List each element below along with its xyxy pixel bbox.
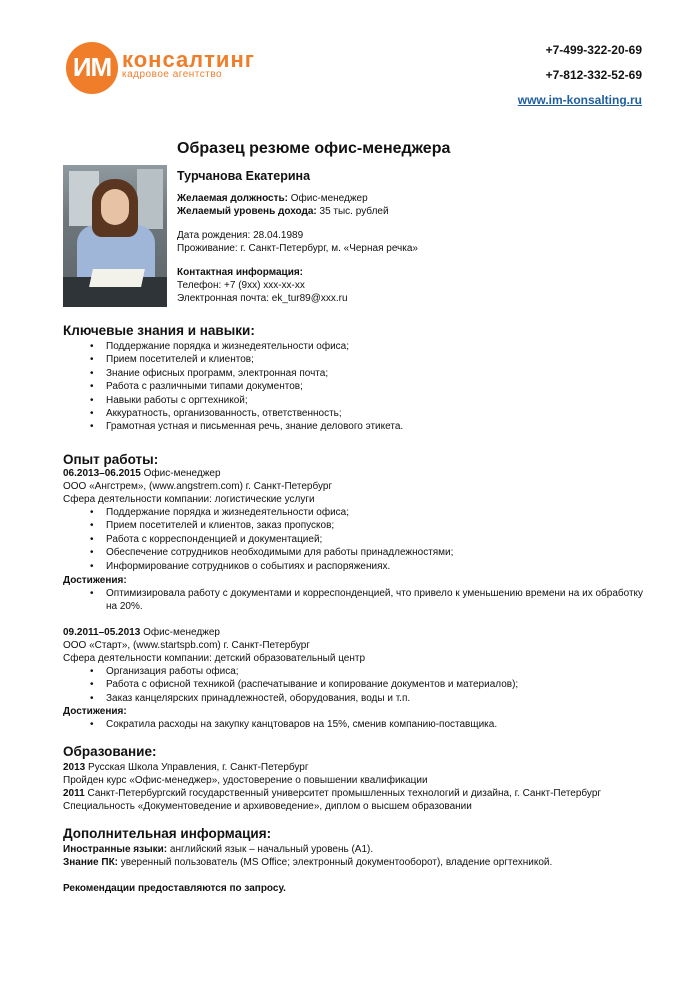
income-value: 35 тыс. рублей bbox=[319, 206, 389, 217]
desired-position bbox=[177, 192, 368, 205]
education-heading: Образование: bbox=[63, 744, 157, 759]
skills-heading: Ключевые знания и навыки: bbox=[63, 323, 255, 338]
languages-label: Иностранные языки: bbox=[63, 844, 168, 855]
phone-moscow: +7-499-322-20-69 bbox=[545, 43, 642, 57]
job-role: Офис-менеджер bbox=[143, 627, 220, 638]
education-line bbox=[63, 787, 601, 800]
list-item: • Организация работы офиса; bbox=[90, 665, 650, 678]
education-text: Русская Школа Управления, г. Санкт-Петербург bbox=[88, 762, 309, 773]
education-line: Пройден курс «Офис-менеджер», удостоверение о повышении квалификации bbox=[63, 775, 428, 786]
position-value: Офис-менеджер bbox=[290, 193, 368, 204]
list-item: • Заказ канцелярских принадлежностей, оборудования, воды и т.п. bbox=[90, 692, 650, 705]
list-item: • Грамотная устная и письменная речь, знание делового этикета. bbox=[90, 420, 650, 433]
job-2-duties bbox=[90, 665, 650, 705]
contact-label: Контактная информация: bbox=[177, 267, 304, 278]
skills-list bbox=[90, 340, 650, 434]
list-item: • Информирование сотрудников о событиях и распоряжениях. bbox=[90, 560, 650, 573]
job-1-achievements-label: Достижения: bbox=[63, 575, 127, 586]
experience-heading: Опыт работы: bbox=[63, 452, 159, 467]
list-item: • Прием посетителей и клиентов, заказ пропусков; bbox=[90, 519, 650, 532]
job-2-period bbox=[63, 626, 220, 639]
list-item: • Навыки работы с оргтехникой; bbox=[90, 394, 650, 407]
list-item: • Сократила расходы на закупку канцтоваров на 15%, сменив компанию-поставщика. bbox=[90, 718, 650, 731]
list-item: • Оптимизировала работу с документами и корреспонденцией, что привело к уменьшению времени на их обработку на 20%. bbox=[90, 587, 646, 614]
education-year: 2013 bbox=[63, 762, 86, 773]
contact-email: Электронная почта: ek_tur89@xxx.ru bbox=[177, 293, 348, 304]
job-2-sphere: Сфера деятельности компании: детский образовательный центр bbox=[63, 653, 366, 664]
list-item: • Работа с корреспонденцией и документацией; bbox=[90, 533, 650, 546]
logo-name: консалтинг bbox=[122, 47, 255, 72]
job-2-company: ООО «Старт», (www.startspb.com) г. Санкт-Петербург bbox=[63, 640, 310, 651]
website-link[interactable]: www.im-konsalting.ru bbox=[517, 93, 642, 107]
list-item: • Аккуратность, организованность, ответственность; bbox=[90, 407, 650, 420]
job-1-sphere: Сфера деятельности компании: логистические услуги bbox=[63, 494, 315, 505]
pc-skills-label: Знание ПК: bbox=[63, 857, 119, 868]
position-label: Желаемая должность: bbox=[177, 193, 288, 204]
education-text: Санкт-Петербургский государственный университет промышленных технологий и дизайна, г. Санкт-Петербург bbox=[87, 788, 602, 799]
job-role: Офис-менеджер bbox=[143, 468, 221, 479]
list-item: • Работа с офисной техникой (распечатывание и копирование документов и материалов); bbox=[90, 678, 650, 691]
candidate-name: Турчанова Екатерина bbox=[177, 169, 311, 183]
desired-income bbox=[177, 205, 389, 218]
birth-date: Дата рождения: 28.04.1989 bbox=[177, 230, 304, 241]
recommendations: Рекомендации предоставляются по запросу. bbox=[63, 883, 286, 894]
job-2-achievements bbox=[90, 718, 650, 731]
page-title: Образец резюме офис-менеджера bbox=[177, 140, 451, 157]
candidate-photo bbox=[63, 165, 167, 307]
list-item: • Работа с различными типами документов; bbox=[90, 380, 650, 393]
education-line bbox=[63, 761, 309, 774]
education-year: 2011 bbox=[63, 788, 85, 799]
list-item: • Поддержание порядка и жизнедеятельности офиса; bbox=[90, 340, 650, 353]
income-label: Желаемый уровень дохода: bbox=[177, 206, 317, 217]
logo-mark: ИМ bbox=[72, 52, 112, 82]
contact-phone: Телефон: +7 (9хх) ххх-хх-хх bbox=[177, 280, 305, 291]
job-1-company: ООО «Ангстрем», (www.angstrem.com) г. Санкт-Петербург bbox=[63, 481, 333, 492]
logo-subtitle: кадровое агентство bbox=[122, 69, 223, 80]
phone-spb: +7-812-332-52-69 bbox=[545, 68, 642, 82]
additional-heading: Дополнительная информация: bbox=[63, 826, 272, 841]
job-period: 09.2011–05.2013 bbox=[63, 627, 141, 638]
languages bbox=[63, 843, 373, 856]
list-item: • Знание офисных программ, электронная почта; bbox=[90, 367, 650, 380]
list-item: • Обеспечение сотрудников необходимыми для работы принадлежностями; bbox=[90, 546, 650, 559]
residence: Проживание: г. Санкт-Петербург, м. «Черная речка» bbox=[177, 243, 418, 254]
education-line: Специальность «Документоведение и архивоведение», диплом о высшем образовании bbox=[63, 801, 472, 812]
job-2-achievements-label: Достижения: bbox=[63, 706, 127, 717]
pc-skills bbox=[63, 856, 552, 869]
job-1-achievements bbox=[90, 587, 646, 614]
list-item: • Прием посетителей и клиентов; bbox=[90, 353, 650, 366]
pc-skills-value: уверенный пользователь (MS Office; электронный документооборот), владение оргтехникой. bbox=[120, 857, 553, 868]
job-1-duties bbox=[90, 506, 650, 573]
job-1-period bbox=[63, 467, 221, 480]
job-period: 06.2013–06.2015 bbox=[63, 468, 141, 479]
languages-value: английский язык – начальный уровень (А1). bbox=[169, 844, 374, 855]
list-item: • Поддержание порядка и жизнедеятельности офиса; bbox=[90, 506, 650, 519]
